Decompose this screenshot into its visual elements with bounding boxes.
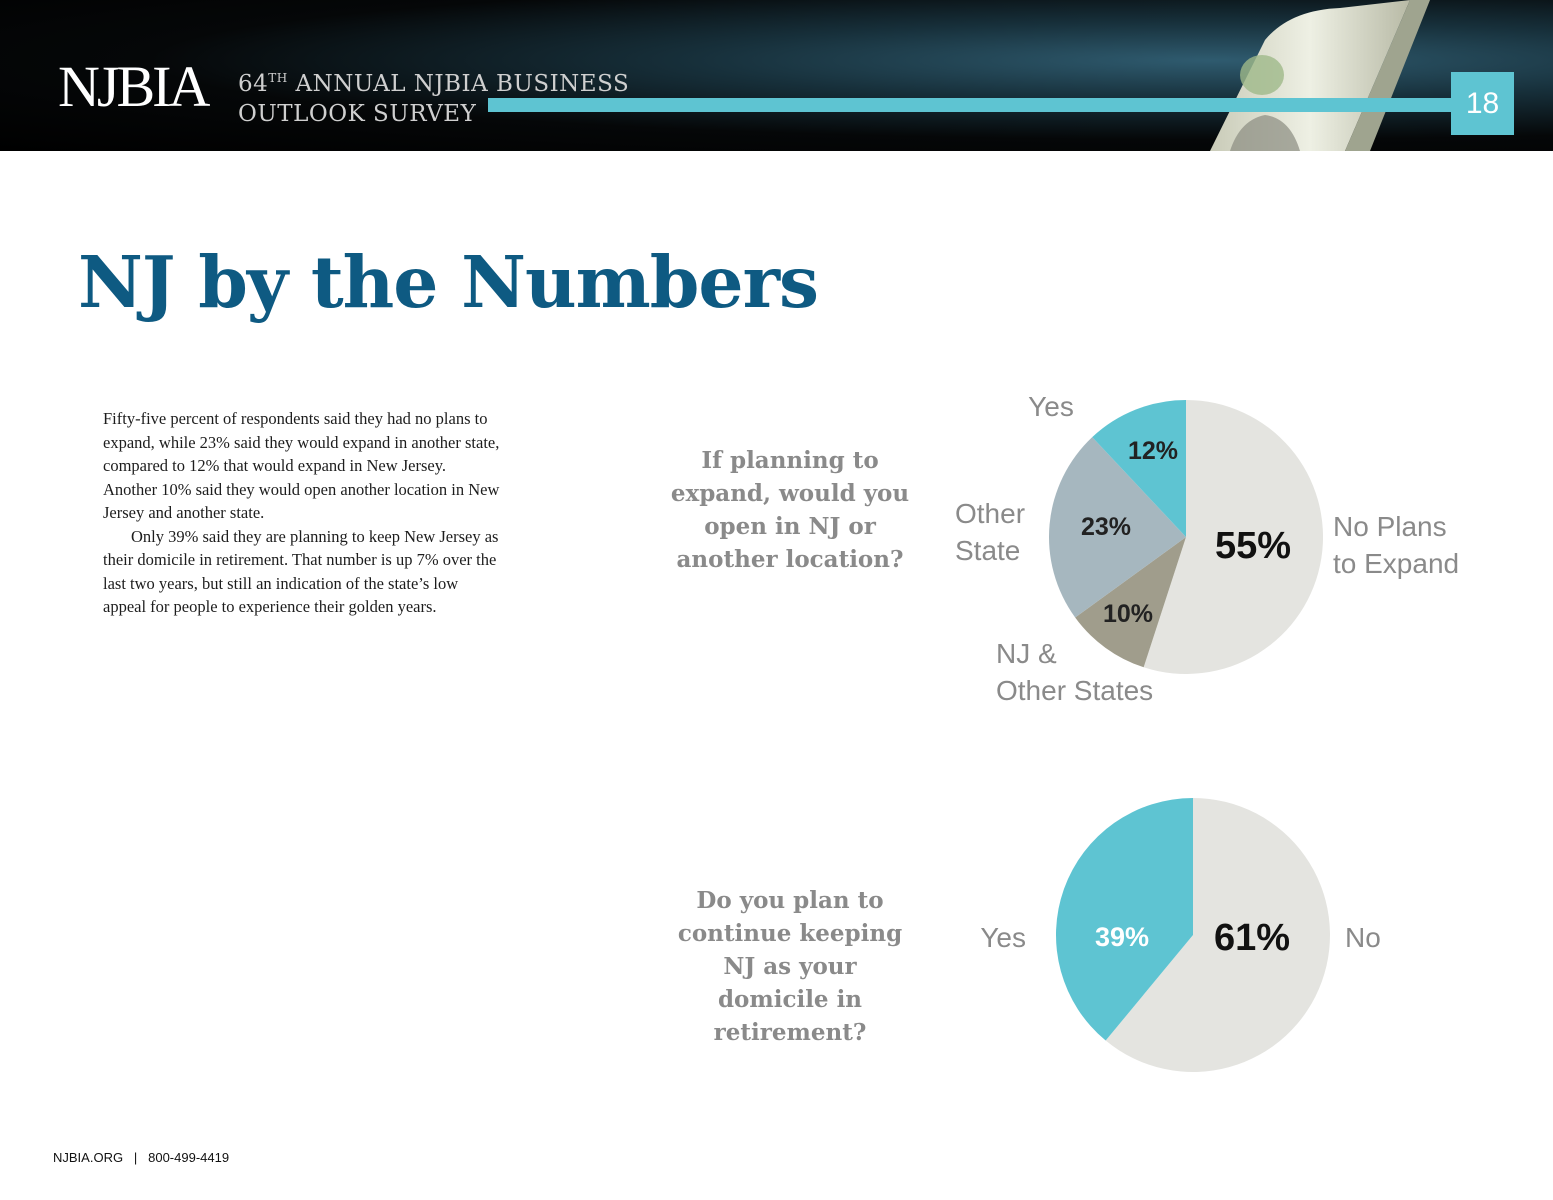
footer-contact: NJBIA.ORG | 800-499-4419	[53, 1150, 230, 1165]
chart-1-category-label-nj-other-states: NJ & Other States	[996, 638, 1154, 706]
chart-1-question: If planning to expand, would you open in NJ or another location?	[670, 447, 910, 573]
chart-1-value-label-nj-other-states: 10%	[1102, 600, 1154, 628]
body-paragraph-1: Fifty-five percent of respondents said they had no plans to expand, while 23% said they would expand in another state, compared to 12% that would expand in New Jersey. Another 10% said they would open another location in New Jersey and another state.	[103, 409, 500, 522]
page-number: 18	[1451, 72, 1514, 135]
chart-2-value-label-no: 61%	[1213, 917, 1291, 959]
chart-1-value-label-yes: 12%	[1127, 437, 1179, 465]
chart-2-category-label-no: No	[1345, 922, 1381, 953]
chart-1-category-label-no-plans-to-expand: No Plans to Expand	[1333, 511, 1460, 579]
njbia-logo: NJBIA	[58, 54, 208, 119]
chart-1-value-label-no-plans-to-expand: 55%	[1214, 525, 1292, 567]
body-paragraph-2: Only 39% said they are planning to keep New Jersey as their domicile in retirement. That number is up 7% over the last two years, but still an indication of the state’s low appeal for people to experience their golden years.	[103, 526, 499, 616]
chart-2-value-label-yes: 39%	[1094, 922, 1150, 952]
chart-1-category-label-other-state: Other State	[955, 498, 1026, 566]
page-title: NJ by the Numbers	[78, 240, 818, 324]
chart-1-category-label-yes: Yes	[1028, 391, 1074, 422]
chart-2-category-label-yes: Yes	[980, 922, 1026, 953]
survey-title: 64TH ANNUAL NJBIA BUSINESS OUTLOOK SURVEY	[238, 71, 630, 127]
chart-1-value-label-other-state: 23%	[1080, 513, 1132, 541]
chart-2-question: Do you plan to continue keeping NJ as your domicile in retirement?	[677, 887, 903, 1046]
